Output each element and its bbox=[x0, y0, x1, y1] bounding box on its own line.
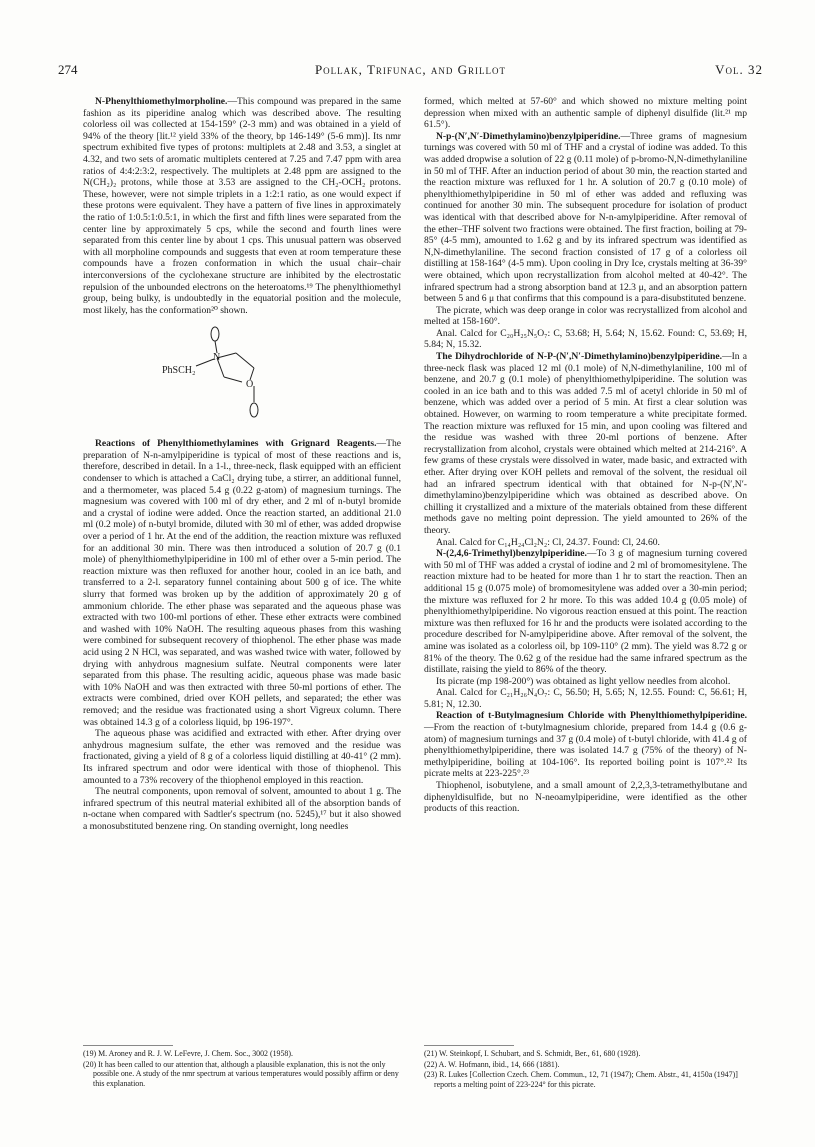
paragraph-text: —In a three-neck flask was placed 12 ml (0.1 mole) of N,N-dimethylaniline, 100 ml of benzene, and 20.7 g (0.1 mole) of phenylthiomethylpiperidine. The solution was cooled in an ice bath and to this was added 7.5 ml of acetyl chloride in 50 ml of benzene, which was added over a period of 5 min. At first a clear solution was obtained. However, on warming to room temperature a white precipitate formed. The reaction mixture was refluxed for 15 min, and upon cooling was filtered and the residue was washed with three 20-ml portions of benzene. After recrystallization from alcohol, crystals were obtained which melted at 214-216°. A few grams of these crystals were dissolved in water, made basic, and extracted with ether. After drying over KOH pellets and removal of the solvent, the residual oil had an infrared spectrum identical with that obtained for N-p-(N′,N′-dimethylamino)benzylpiperidine which was obtained as described above. On chilling it crystallized and a mixture of the materials obtained from these different methods gave no melting point depression. The yield amounted to 26% of the theory. bbox=[424, 351, 747, 536]
running-header bbox=[58, 62, 763, 82]
footnote: (23) R. Lukes [Collection Czech. Chem. Commun., 12, 71 (1947); Chem. Abstr., 41, 4150a (1947)] reports a melting point of 223-224° for this picrate. bbox=[424, 1070, 738, 1089]
page-number: 274 bbox=[58, 62, 78, 77]
footnote: (19) M. Aroney and R. J. W. LeFevre, J. Chem. Soc., 3002 (1958). bbox=[83, 1049, 293, 1058]
footnotes-left bbox=[83, 1049, 401, 1089]
volume-label: Vol. 32 bbox=[715, 62, 763, 77]
footnote-rule-left bbox=[83, 1045, 173, 1046]
paragraph-dimethylaminobenzylpiperidine bbox=[424, 131, 747, 305]
oxygen-label: O bbox=[246, 379, 254, 391]
chemical-structure bbox=[83, 322, 401, 432]
footnote: (21) W. Steinkopf, I. Schubart, and S. Schmidt, Ber., 61, 680 (1928). bbox=[424, 1049, 641, 1058]
paragraph-aqueous-phase: The aqueous phase was acidified and extracted with ether. After drying over anhydrous magnesium sulfate, the ether was removed and the residue was fractionated, giving a yield of 8 g of a colorless liquid distilling at 40-41° (2 mm). Its infrared spectrum and odor were identical with those of thiophenol. This amounted to a 73% recovery of the thiophenol employed in this reaction. bbox=[83, 728, 401, 786]
paragraph-analysis-1: Anal. Calcd for C₂₀H₂₅N₅O₇: C, 53.68; H, 5.64; N, 15.62. Found: C, 53.69; H, 5.84; N, 15.32. bbox=[424, 327, 747, 351]
running-title: Pollak, Trifunac, and Grillot bbox=[314, 62, 507, 77]
paragraph-t-butylmagnesium bbox=[424, 710, 747, 780]
footnote-rule-right bbox=[424, 1045, 514, 1046]
paragraph-picrate: The picrate, which was deep orange in color was recrystallized from alcohol and melted at 158-160°. bbox=[424, 304, 747, 328]
footnote: (22) A. W. Hofmann, ibid., 14, 666 (1881). bbox=[424, 1059, 560, 1069]
paragraph-products: Thiophenol, isobutylene, and a small amount of 2,2,3,3-tetramethylbutane and diphenyldisulfide, but no N-neoamylpiperidine, were identified as the other products of this reaction. bbox=[424, 780, 747, 815]
paragraph-text: —From the reaction of t-butylmagnesium chloride, prepared from 14.4 g (0.6 g-atom) of magnesium turnings and 37 g (0.4 mole) of t-butyl chloride, with 41.4 g of phenylthiomethylpiperidine, there was isolated 14.7 g (75% of the theory) of N-methylpiperidine, boiling at 104-106°. Its reported boiling point is 107°.²² Its picrate melts at 223-225°.²³ bbox=[424, 722, 747, 780]
paragraph-text: —The preparation of N-n-amylpiperidine is typical of most of these reactions and is, therefore, described in detail. In a 1-l., three-neck, flask equipped with an efficient condenser to which is attached a CaCl₂ drying tube, a stirrer, an additional funnel, and a thermometer, was placed 5.4 g (0.22 g-atom) of magnesium turnings. The magnesium was covered with 100 ml of dry ether, and 2 ml of n-butyl bromide and a crystal of iodine were added. Once the reaction started, an additional 21.0 ml (0.2 mole) of n-butyl bromide, diluted with 30 ml of ether, was added dropwise over a period of 1 hr. At the end of the addition, the reaction mixture was refluxed for an additional 30 min. There was then introduced a solution of 20.7 g (0.1 mole) of phenylthiomethylpiperidine in 100 ml of ether over a 5-min period. The reaction mixture was then refluxed for another hour, cooled in an ice bath, and transferred to a 2-l. separatory funnel containing about 500 g of ice. The white slurry that formed was broken up by the addition of approximately 20 g of ammonium chloride. The ether phase was separated and the aqueous phase was extracted with two 100-ml portions of ether. These ether extracts were combined and washed with 10% NaOH. The resulting aqueous phases from this washing were combined for subsequent recovery of thiophenol. The ether phase was made acid using 2 N HCl, was separated, and was washed twice with water, followed by drying with anhydrous magnesium sulfate. Neutral components were later separated from this phase. The resulting acidic, aqueous phase was made basic with 10% NaOH and was then extracted with three 50-ml portions of ether. The extracts were combined, dried over KOH pellets, and separated; the ether was removed; and the residue was fractionated using a short Vigreux column. There was obtained 14.3 g of a colorless liquid, bp 196-197°. bbox=[83, 438, 401, 728]
nitrogen-label: N bbox=[213, 352, 221, 364]
section-title: N-Phenylthiomethylmorpholine. bbox=[95, 96, 228, 107]
phsch2-label: PhSCH₂ bbox=[162, 365, 196, 377]
paragraph-phenylthiomethylmorpholine bbox=[83, 96, 401, 316]
section-title: The Dihydrochloride of N-P-(N′,N′-Dimethylamino)benzylpiperidine. bbox=[436, 351, 722, 363]
paragraph-picrate-2: Its picrate (mp 198-200°) was obtained as light yellow needles from alcohol. bbox=[436, 675, 731, 687]
section-title: N-p-(N′,N′-Dimethylamino)benzylpiperidine. bbox=[436, 130, 621, 142]
paragraph-text: —This compound was prepared in the same fashion as its piperidine analog which was described above. The resulting colorless oil was collected at 154-159° (2-3 mm) and was obtained in a yield of 94% of the theory [lit.¹² yield 33% of the theory, bp 146-149° (5-6 mm)]. Its nmr spectrum exhibited five types of protons: multiplets at 2.48 and 3.53, a singlet at 4.32, and two sets of aromatic multiplets centered at 7.25 and 7.47 ppm with area ratios of 4:4:2:3:2, respectively. The multiplets at 2.48 ppm are assigned to the N(CH₂)₂ protons, while those at 3.53 are assigned to the CH₂-OCH₂ protons. These, however, were not simple triplets in a 1:2:1 ratio, as one would expect if these protons were equivalent. They have a pattern of five lines in approximately the ratio of 1:0.5:1:0.5:1, in which the first and fifth lines were separated from the center line by approximately 5 cps, while the second and fourth lines were separated from this center line by about 1 cps. This unusual pattern was observed with all morpholine compounds and suggests that even at room temperature these compounds have a frozen conformation in which the usual chair–chair interconversions of the cyclohexane structure are inhibited by the electrostatic repulsion of the unbounded electrons on the heteroatoms.¹⁹ The phenylthiomethyl group, being bulky, is undoubtedly in the equatorial position and the molecule, most likely, has the conformation²⁰ shown. bbox=[83, 96, 401, 316]
footnotes-right bbox=[424, 1049, 747, 1090]
section-title: N-(2,4,6-Trimethyl)benzylpiperidine. bbox=[436, 548, 587, 560]
paragraph-analysis-3: Anal. Calcd for C₂₁H₂₆N₄O₇: C, 56.50; H, 5.65; N, 12.55. Found: C, 56.61; H, 5.81; N, 12.30. bbox=[424, 687, 747, 710]
section-title: Reaction of t-Butylmagnesium Chloride with Phenylthiomethylpiperidine. bbox=[436, 710, 747, 722]
morpholine-conformation-diagram bbox=[162, 322, 318, 432]
left-column bbox=[83, 96, 401, 832]
paragraph-grignard-reactions bbox=[83, 438, 401, 728]
paragraph-text: —Three grams of magnesium turnings was covered with 50 ml of THF and a crystal of iodine was added. To this was added dropwise a solution of 22 g (0.11 mole) of p-bromo-N,N-dimethylaniline in 50 ml of THF. After an induction period of about 30 min, the reaction started and the reaction mixture was refluxed for 1 hr. A solution of 20.7 g (0.10 mole) of phenylthiomethylpiperidine in 50 ml of ether was added and refluxing was continued for another 30 min. The subsequent procedure for isolation of product was identical with that described above for N-n-amylpiperidine. After removal of the ether–THF solvent two fractions were obtained. The first fraction, boiling at 79-85° (4-5 mm), amounted to 1.62 g and by its infrared spectrum was identified as N,N-dimethylaniline. The second fraction consisted of 17 g of a colorless oil distilling at 158-164° (4-5 mm). Upon cooling in Dry Ice, crystals melting at 36-39° were obtained, which upon recrystallization from alcohol melted at 40-42°. The infrared spectrum had a strong absorption band at 12.3 μ, and an absorption pattern between 5 and 6 μ that confirms that this compound is a para-disubstituted benzene. bbox=[424, 130, 747, 305]
section-title: Reactions of Phenylthiomethylamines with Grignard Reagents. bbox=[95, 438, 377, 450]
right-column bbox=[424, 96, 747, 815]
footnote: (20) It has been called to our attention that, although a plausible explanation, this is not the only possible one. A study of the nmr spectrum at various temperatures would possibly affirm or deny this explanation. bbox=[83, 1059, 399, 1088]
paragraph-dihydrochloride bbox=[424, 351, 747, 537]
paragraph-trimethylbenzylpiperidine bbox=[424, 548, 747, 676]
paragraph-analysis-2: Anal. Calcd for C₁₄H₂₄Cl₂N₂: Cl, 24.37. Found: Cl, 24.60. bbox=[436, 536, 660, 548]
paragraph-neutral-components: The neutral components, upon removal of solvent, amounted to about 1 g. The infrared spectrum of this neutral material exhibited all of the absorption bands of n-octane when compared with Sadtler's spectrum (no. 5245),¹⁷ but it also showed a monosubstituted benzene ring. On standing overnight, long needles bbox=[83, 786, 401, 832]
paragraph-text: —To 3 g of magnesium turning covered with 50 ml of THF was added a crystal of iodine and 2 ml of bromomesitylene. The reaction mixture had to be heated for more than 1 hr to start the reaction. Then an additional 15 g (0.075 mole) of bromomesitylene was added over a 30-min period; the mixture was refluxed for 2 hr more. To this was added 10.4 g (0.05 mole) of phenylthiomethylpiperidine. No vigorous reaction ensued at this point. The reaction mixture was then refluxed for 16 hr and the products were isolated according to the procedure described for N-amylpiperidine above. After removal of the solvent, the amine was isolated as a colorless oil, bp 109-110° (2 mm). The yield was 8.72 g or 81% of the theory. The 0.62 g of the residue had the same infrared spectrum as the distillate, raising the yield to 86% of the theory. bbox=[424, 548, 747, 676]
paragraph-continuation: formed, which melted at 57-60° and which showed no mixture melting point depression when mixed with an authentic sample of diphenyl disulfide (lit.²¹ mp 61.5°). bbox=[424, 96, 747, 131]
